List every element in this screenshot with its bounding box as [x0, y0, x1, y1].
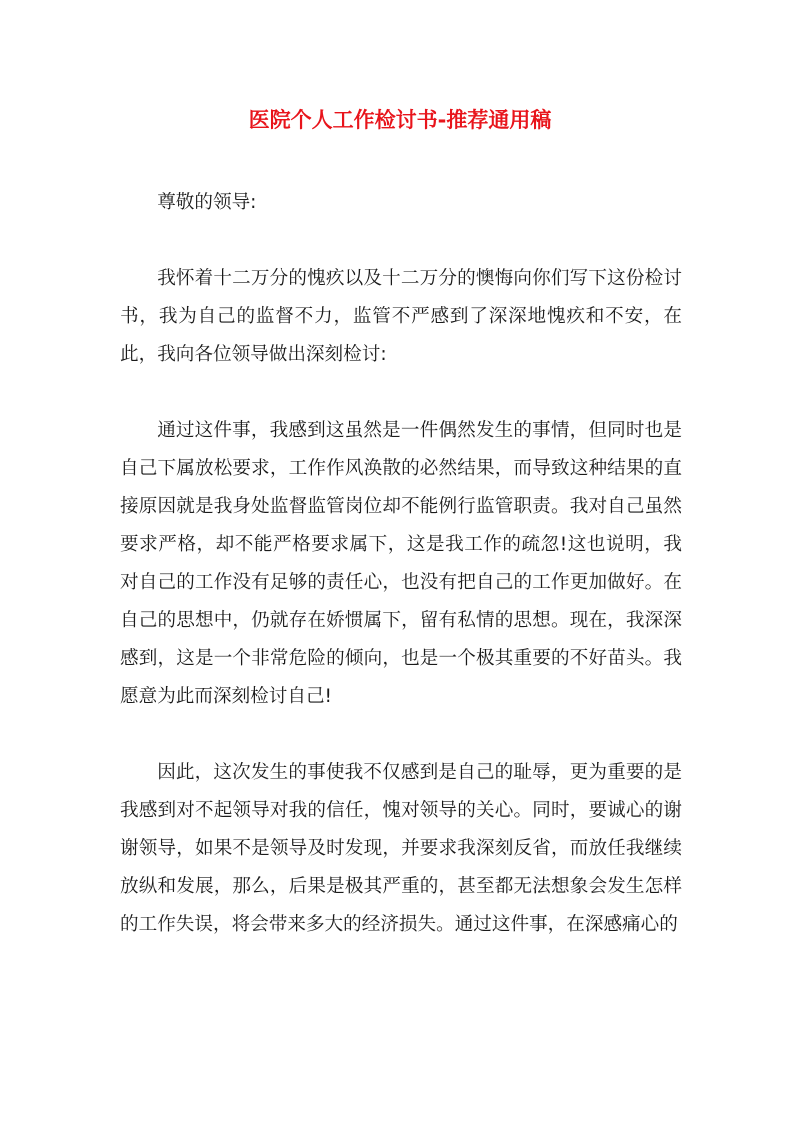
paragraph-1: 我怀着十二万分的愧疚以及十二万分的懊悔向你们写下这份检讨书，我为自己的监督不力，监管不严感到了深深地愧疚和不安，在此，我向各位领导做出深刻检讨:: [120, 268, 682, 365]
document-title: 医院个人工作检讨书-推荐通用稿: [248, 108, 552, 132]
paragraph-2: 通过这件事，我感到这虽然是一件偶然发生的事情，但同时也是自己下属放松要求，工作作风涣散的必然结果，而导致这种结果的直接原因就是我身处监督监管岗位却不能例行监管职责。我对自己虽然要求严格，却不能严格要求属下，这是我工作的疏忽!这也说明，我对自己的工作没有足够的责任心，也没有把自己的工作更加做好。在自己的思想中，仍就存在娇惯属下，留有私情的思想。现在，我深深感到，这是一个非常危险的倾向，也是一个极其重要的不好苗头。我愿意为此而深刻检讨自己!: [120, 420, 682, 707]
salutation: 尊敬的领导:: [157, 192, 257, 213]
document-body: [120, 184, 682, 982]
paragraph-3: 因此，这次发生的事使我不仅感到是自己的耻辱，更为重要的是我感到对不起领导对我的信任，愧对领导的关心。同时，要诚心的谢谢领导，如果不是领导及时发现，并要求我深刻反省，而放任我继续放纵和发展，那么，后果是极其严重的，甚至都无法想象会发生怎样的工作失误，将会带来多大的经济损失。通过这件事，在深感痛心的: [120, 762, 682, 935]
